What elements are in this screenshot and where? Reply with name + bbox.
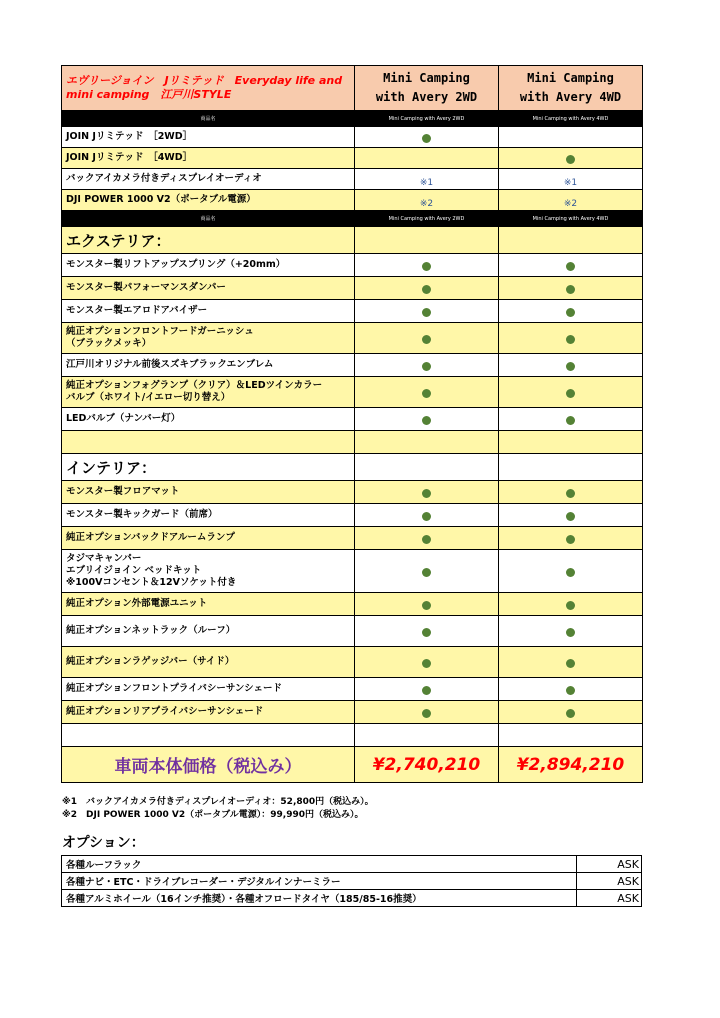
- included-dot-icon: [422, 362, 431, 371]
- subheader-4wd: Mini Camping with Avery 4WD: [499, 211, 643, 227]
- item-row: [62, 504, 643, 527]
- mark-cell: [355, 377, 499, 408]
- included-dot-icon: [422, 489, 431, 498]
- included-dot-icon: [566, 535, 575, 544]
- mark-cell: [355, 616, 499, 647]
- included-dot-icon: [422, 134, 431, 143]
- mark-cell: [355, 647, 499, 678]
- item-row: [62, 527, 643, 550]
- included-dot-icon: [422, 512, 431, 521]
- included-dot-icon: [422, 389, 431, 398]
- included-dot-icon: [566, 709, 575, 718]
- mark-cell: [355, 593, 499, 616]
- mark-cell: [355, 148, 499, 169]
- section-exterior: エクステリア：: [62, 227, 355, 254]
- price-row: [62, 747, 643, 783]
- mark-cell: [355, 504, 499, 527]
- footnote-ref: ※1: [563, 177, 578, 188]
- options-title: オプション：: [62, 835, 145, 851]
- mark-cell: [355, 169, 499, 190]
- subheader-2wd: Mini Camping with Avery 2WD: [355, 211, 499, 227]
- subheader-label: 商品名: [62, 211, 355, 227]
- item-row: [62, 169, 643, 190]
- option-row: [62, 856, 642, 873]
- subheader-2wd: Mini Camping with Avery 2WD: [355, 111, 499, 127]
- item-label: モンスター製リフトアップスプリング（+20mm）: [62, 254, 355, 277]
- item-row: [62, 616, 643, 647]
- section-cell: [499, 227, 643, 254]
- item-label: バックアイカメラ付きディスプレイオーディオ: [62, 169, 355, 190]
- included-dot-icon: [422, 416, 431, 425]
- mark-cell: [499, 678, 643, 701]
- mark-cell: [355, 190, 499, 211]
- mark-cell: [355, 678, 499, 701]
- item-row: [62, 300, 643, 323]
- mark-cell: [499, 254, 643, 277]
- option-name: 各種アルミホイール（16インチ推奨）・各種オフロードタイヤ（185/85-16推奨）: [62, 890, 577, 907]
- subheader-4wd: Mini Camping with Avery 4WD: [499, 111, 643, 127]
- mark-cell: [499, 481, 643, 504]
- mark-cell: [499, 277, 643, 300]
- included-dot-icon: [422, 628, 431, 637]
- item-label: JOIN Jリミテッド ［2WD］: [62, 127, 355, 148]
- item-label: 純正オプションフロントフードガーニッシュ （ブラックメッキ）: [62, 323, 355, 354]
- section-cell: [499, 454, 643, 481]
- blank-row: [62, 724, 643, 747]
- item-label: 純正オプションフロントプライバシーサンシェード: [62, 678, 355, 701]
- included-dot-icon: [422, 568, 431, 577]
- included-dot-icon: [566, 489, 575, 498]
- mark-cell: [499, 504, 643, 527]
- included-dot-icon: [566, 601, 575, 610]
- included-dot-icon: [422, 308, 431, 317]
- subheader-row: [62, 111, 643, 127]
- item-label: JOIN Jリミテッド ［4WD］: [62, 148, 355, 169]
- section-interior: インテリア：: [62, 454, 355, 481]
- section-cell: [355, 454, 499, 481]
- included-dot-icon: [566, 155, 575, 164]
- mark-cell: [499, 616, 643, 647]
- footnote-1: ※1 バックアイカメラ付きディスプレイオーディオ：52,800円（税込み）。: [62, 797, 374, 807]
- item-row: [62, 408, 643, 431]
- item-label: 純正オプションネットラック（ルーフ）: [62, 616, 355, 647]
- option-name: 各種ルーフラック: [62, 856, 577, 873]
- item-label: LEDバルブ（ナンバー灯）: [62, 408, 355, 431]
- mark-cell: [355, 300, 499, 323]
- included-dot-icon: [422, 335, 431, 344]
- subheader-row: [62, 211, 643, 227]
- mark-cell: [355, 254, 499, 277]
- mark-cell: [499, 148, 643, 169]
- column-header-2wd: Mini Camping with Avery 2WD: [355, 66, 499, 111]
- blank-row: [62, 431, 643, 454]
- included-dot-icon: [422, 262, 431, 271]
- mark-cell: [499, 593, 643, 616]
- included-dot-icon: [422, 601, 431, 610]
- included-dot-icon: [566, 686, 575, 695]
- mark-cell: [499, 300, 643, 323]
- included-dot-icon: [422, 686, 431, 695]
- item-row: [62, 148, 643, 169]
- blank-cell: [62, 431, 355, 454]
- options-table: [61, 855, 642, 907]
- item-row: [62, 277, 643, 300]
- item-label: 純正オプションフォグランプ（クリア）＆LEDツインカラー バルブ（ホワイト/イエロー切り替え）: [62, 377, 355, 408]
- mark-cell: [355, 701, 499, 724]
- mark-cell: [499, 377, 643, 408]
- included-dot-icon: [422, 709, 431, 718]
- blank-cell: [499, 431, 643, 454]
- item-label: 江戸川オリジナル前後スズキブラックエンブレム: [62, 354, 355, 377]
- mark-cell: [499, 408, 643, 431]
- included-dot-icon: [566, 416, 575, 425]
- blank-cell: [62, 724, 355, 747]
- blank-cell: [355, 431, 499, 454]
- spec-table: [61, 65, 643, 783]
- option-name: 各種ナビ・ETC・ドライブレコーダー・デジタルインナーミラー: [62, 873, 577, 890]
- subheader-label: 商品名: [62, 111, 355, 127]
- price-2wd: ¥2,740,210: [355, 747, 499, 783]
- mark-cell: [499, 701, 643, 724]
- option-value: ASK: [577, 873, 642, 890]
- option-value: ASK: [577, 890, 642, 907]
- included-dot-icon: [422, 659, 431, 668]
- mark-cell: [499, 169, 643, 190]
- item-label: 純正オプションラゲッジバー（サイド）: [62, 647, 355, 678]
- mark-cell: [499, 527, 643, 550]
- footnotes: [62, 796, 374, 822]
- item-label: DJI POWER 1000 V2（ポータブル電源）: [62, 190, 355, 211]
- footnote-ref: ※1: [419, 177, 434, 188]
- included-dot-icon: [422, 535, 431, 544]
- item-row: [62, 377, 643, 408]
- item-label: モンスター製エアロドアバイザー: [62, 300, 355, 323]
- item-row: [62, 678, 643, 701]
- item-label: モンスター製パフォーマンスダンパー: [62, 277, 355, 300]
- mark-cell: [499, 190, 643, 211]
- item-row: [62, 701, 643, 724]
- included-dot-icon: [566, 568, 575, 577]
- included-dot-icon: [566, 362, 575, 371]
- page-title: エヴリージョイン Jリミテッド Everyday life and mini camping 江戸川STYLE: [62, 66, 355, 111]
- included-dot-icon: [422, 285, 431, 294]
- included-dot-icon: [566, 628, 575, 637]
- item-label: モンスター製フロアマット: [62, 481, 355, 504]
- mark-cell: [499, 647, 643, 678]
- mark-cell: [355, 550, 499, 593]
- item-row: [62, 254, 643, 277]
- item-label: 純正オプション外部電源ユニット: [62, 593, 355, 616]
- item-row: [62, 593, 643, 616]
- item-row: [62, 190, 643, 211]
- mark-cell: [499, 354, 643, 377]
- item-label: モンスター製キックガード（前席）: [62, 504, 355, 527]
- item-label: 純正オプションリアプライバシーサンシェード: [62, 701, 355, 724]
- item-row: [62, 354, 643, 377]
- footnote-ref: ※2: [563, 198, 578, 209]
- footnote-2: ※2 DJI POWER 1000 V2（ポータブル電源）：99,990円（税込み）。: [62, 810, 364, 820]
- item-row: [62, 481, 643, 504]
- item-row: [62, 647, 643, 678]
- mark-cell: [355, 527, 499, 550]
- mark-cell: [355, 481, 499, 504]
- mark-cell: [355, 323, 499, 354]
- mark-cell: [499, 550, 643, 593]
- included-dot-icon: [566, 308, 575, 317]
- column-header-4wd: Mini Camping with Avery 4WD: [499, 66, 643, 111]
- blank-cell: [355, 724, 499, 747]
- option-value: ASK: [577, 856, 642, 873]
- option-row: [62, 890, 642, 907]
- section-row: [62, 454, 643, 481]
- item-row: [62, 550, 643, 593]
- mark-cell: [499, 323, 643, 354]
- mark-cell: [499, 127, 643, 148]
- price-4wd: ¥2,894,210: [499, 747, 643, 783]
- item-label: タジマキャンパー エブリイジョイン ベッドキット ※100Vコンセント＆12Vソケット付き: [62, 550, 355, 593]
- footnote-ref: ※2: [419, 198, 434, 209]
- mark-cell: [355, 408, 499, 431]
- included-dot-icon: [566, 262, 575, 271]
- mark-cell: [355, 127, 499, 148]
- included-dot-icon: [566, 335, 575, 344]
- item-row: [62, 127, 643, 148]
- mark-cell: [355, 277, 499, 300]
- item-row: [62, 323, 643, 354]
- option-row: [62, 873, 642, 890]
- header-row: [62, 66, 643, 111]
- section-cell: [355, 227, 499, 254]
- included-dot-icon: [566, 285, 575, 294]
- price-label: 車両本体価格（税込み）: [62, 747, 355, 783]
- blank-cell: [499, 724, 643, 747]
- section-row: [62, 227, 643, 254]
- included-dot-icon: [566, 659, 575, 668]
- included-dot-icon: [566, 512, 575, 521]
- mark-cell: [355, 354, 499, 377]
- item-label: 純正オプションバックドアルームランプ: [62, 527, 355, 550]
- included-dot-icon: [566, 389, 575, 398]
